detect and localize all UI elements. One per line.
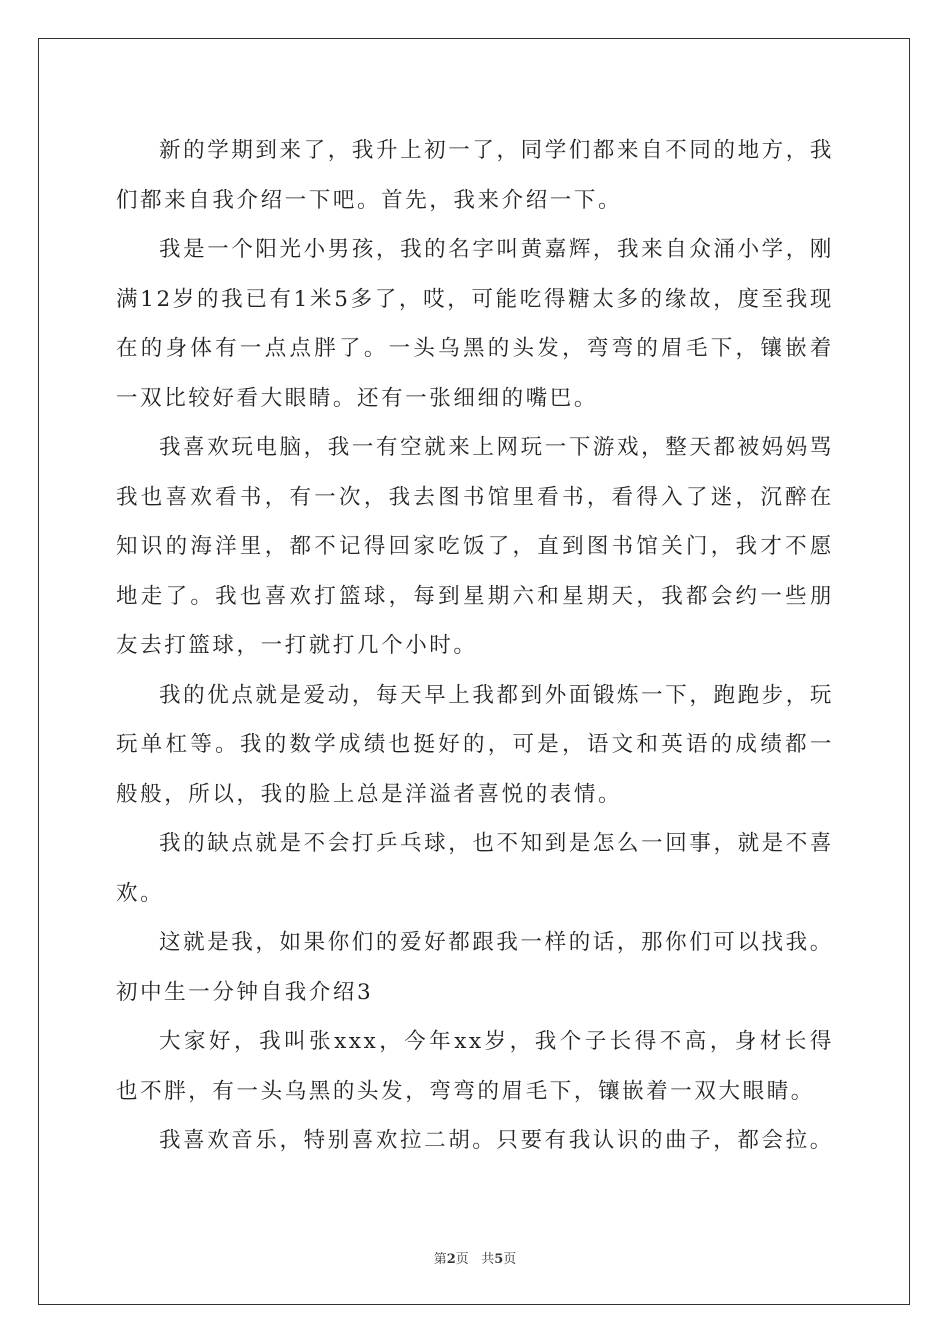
- paragraph: 我喜欢音乐，特别喜欢拉二胡。只要有我认识的曲子，都会拉。: [159, 1128, 834, 1153]
- page-prefix: 第: [433, 1252, 447, 1267]
- page-unit: 页: [455, 1252, 469, 1267]
- paragraph: 新的学期到来了，我升上初一了，同学们都来自不同的地方，我们都来自我介绍一下吧。首先，我来介绍一下。: [116, 138, 834, 213]
- document-body: [116, 126, 834, 1166]
- paragraph: 我的缺点就是不会打乒乓球，也不知到是怎么一回事，就是不喜欢。: [116, 831, 834, 906]
- section-heading: 初中生一分钟自我介绍3: [116, 979, 374, 1005]
- total-prefix: 共: [481, 1252, 495, 1267]
- paragraph: 我喜欢玩电脑，我一有空就来上网玩一下游戏，整天都被妈妈骂我也喜欢看书，有一次，我去图书馆里看书，看得入了迷，沉醉在知识的海洋里，都不记得回家吃饭了，直到图书馆关门，我才不愿地走了。我也喜欢打篮球，每到星期六和星期天，我都会约一些朋友去打篮球，一打就打几个小时。: [116, 435, 834, 658]
- paragraph: 我的优点就是爱动，每天早上我都到外面锻炼一下，跑跑步，玩玩单杠等。我的数学成绩也挺好的，可是，语文和英语的成绩都一般般，所以，我的脸上总是洋溢者喜悦的表情。: [116, 682, 834, 807]
- page-footer: [0, 1248, 950, 1267]
- total-unit: 页: [503, 1252, 517, 1267]
- paragraph: 大家好，我叫张xxx，今年xx岁，我个子长得不高，身材长得也不胖，有一头乌黑的头发，弯弯的眉毛下，镶嵌着一双大眼睛。: [116, 1029, 834, 1104]
- paragraph: 这就是我，如果你们的爱好都跟我一样的话，那你们可以找我。: [159, 930, 834, 955]
- page-current: 2: [446, 1252, 456, 1267]
- page-total: 5: [494, 1252, 504, 1267]
- paragraph: 我是一个阳光小男孩，我的名字叫黄嘉辉，我来自众涌小学，刚满12岁的我已有1米5多了，哎，可能吃得糖太多的缘故，度至我现在的身体有一点点胖了。一头乌黑的头发，弯弯的眉毛下，镶嵌着一双比较好看大眼睛。还有一张细细的嘴巴。: [116, 237, 834, 411]
